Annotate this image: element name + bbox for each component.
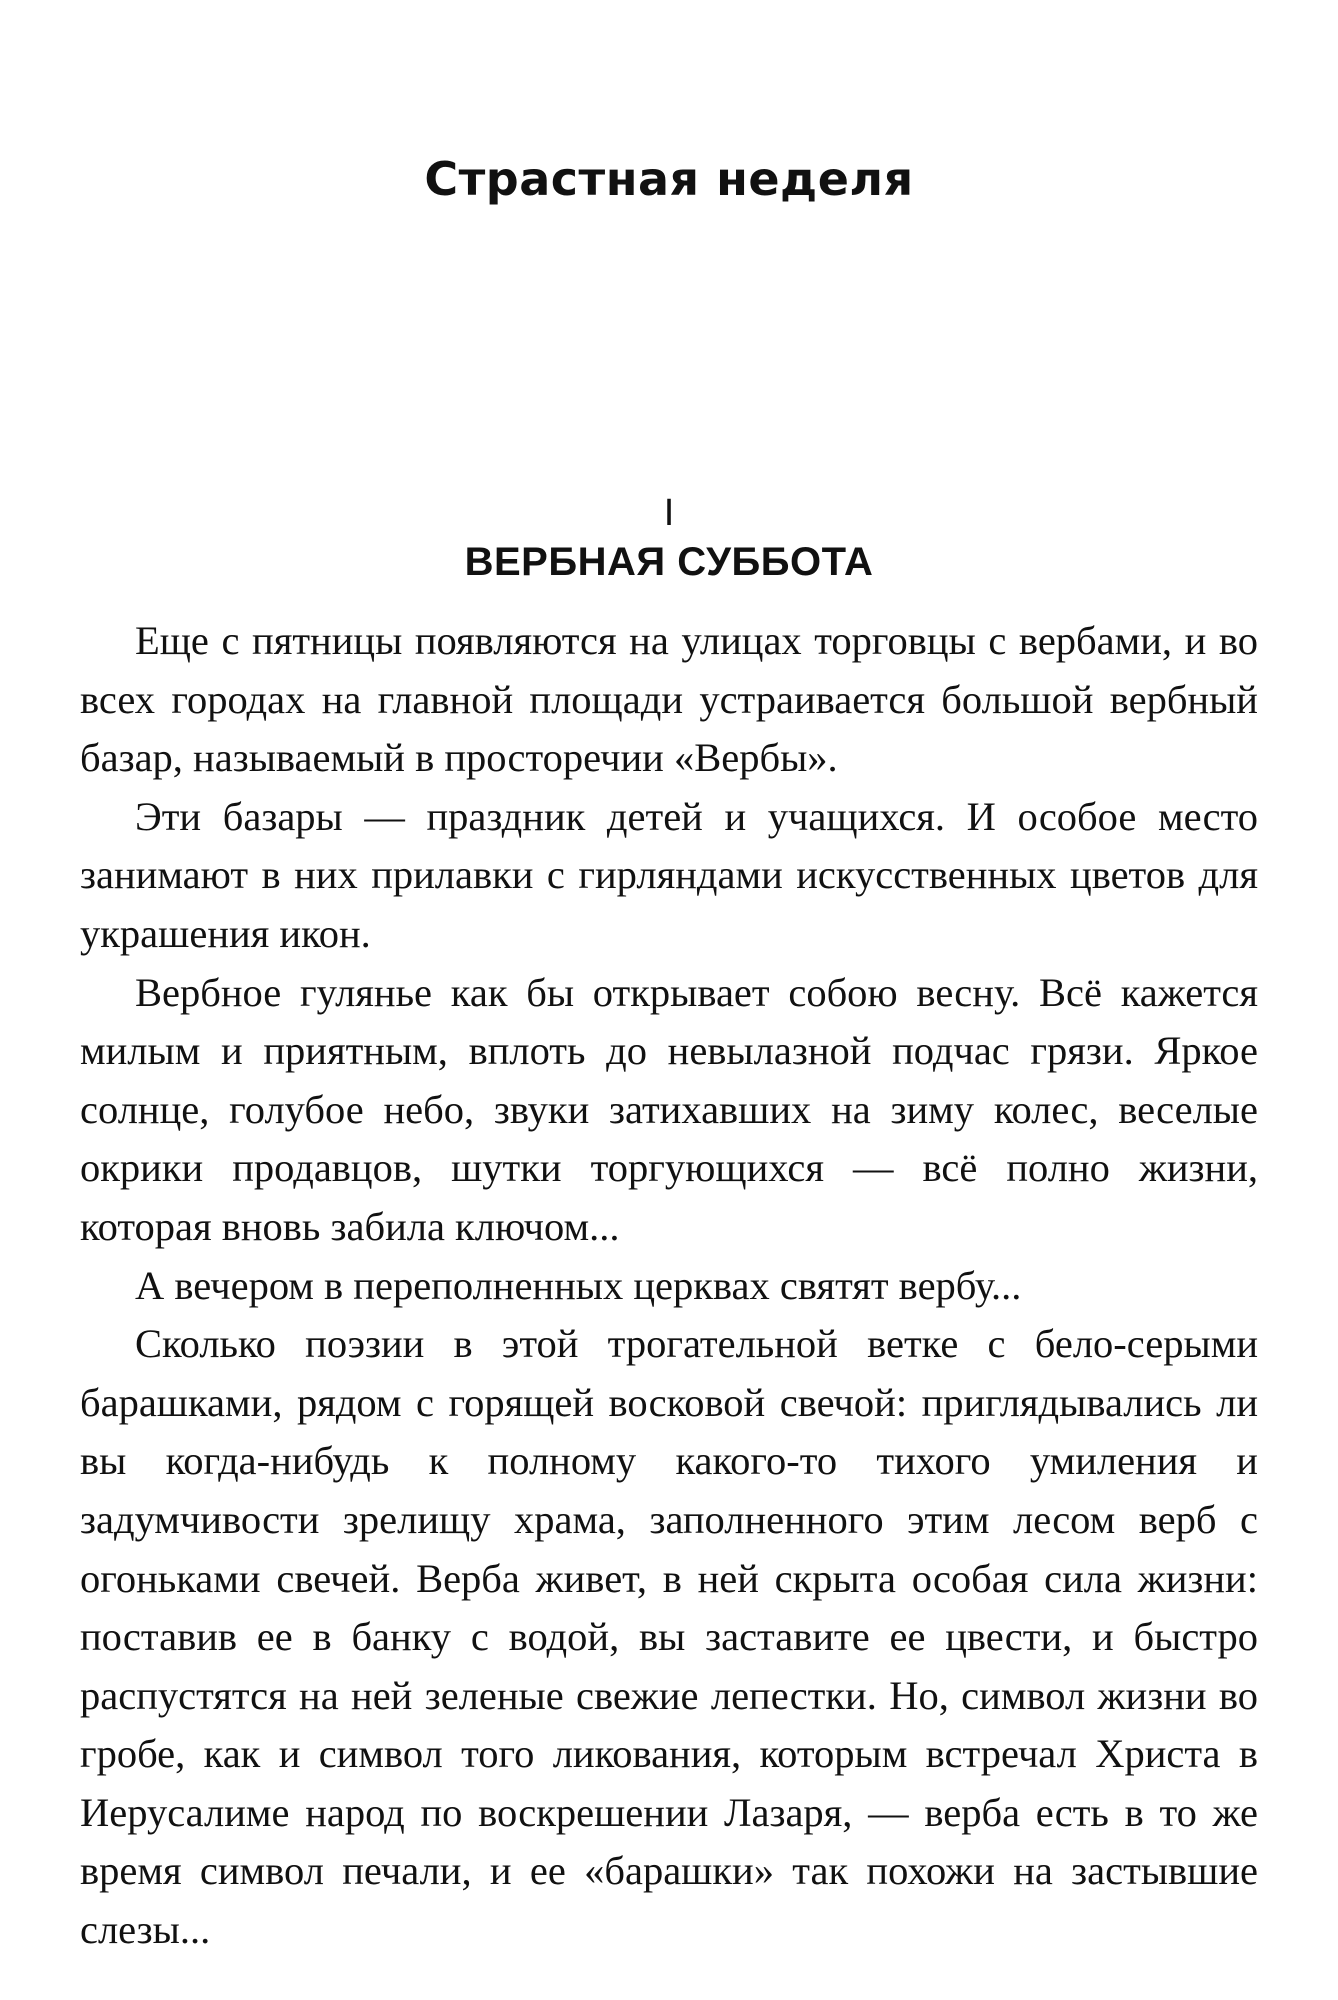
paragraph: Вербное гулянье как бы открывает собою весну. Всё кажется милым и приятным, вплоть до невылазной подчас грязи. Яркое солнце, голубое небо, звуки затихавших на зиму колес, веселые окрики продавцов, шутки торгующихся — всё полно жизни, которая вновь забила ключом... [80, 969, 1258, 1249]
paragraph: Еще с пятницы появляются на улицах торговцы с вербами, и во всех городах на главной площади устраивается большой вербный базар, называемый в просторечии «Вербы». [80, 618, 1258, 781]
chapter-title: Страстная неделя [424, 152, 914, 206]
section-title: ВЕРБНАЯ СУББОТА [464, 540, 874, 584]
paragraph: А вечером в переполненных церквах святят вербу... [135, 1262, 1022, 1308]
body-text [80, 612, 1258, 1960]
paragraph: Эти базары — праздник детей и учащихся. И особое место занимают в них прилавки с гирляндами искусственных цветов для украшения икон. [80, 793, 1258, 956]
section-number: I [663, 492, 675, 534]
paragraph: Сколько поэзии в этой трогательной ветке с бело-серыми барашками, рядом с горящей восковой свечой: приглядывались ли вы когда-нибудь к полному какого-то тихого умиления и задумчивости зрелищу храма, заполненного этим лесом верб с огоньками свечей. Верба живет, в ней скрыта особая сила жизни: поставив ее в банку с водой, вы заставите ее цвести, и быстро распустятся на ней зеленые свежие лепестки. Но, символ жизни во гробе, как и символ того ликования, которым встречал Христа в Иерусалиме народ по воскрешении Лазаря, — верба есть в то же время символ печали, и ее «барашки» так похожи на застывшие слезы... [80, 1321, 1258, 1953]
